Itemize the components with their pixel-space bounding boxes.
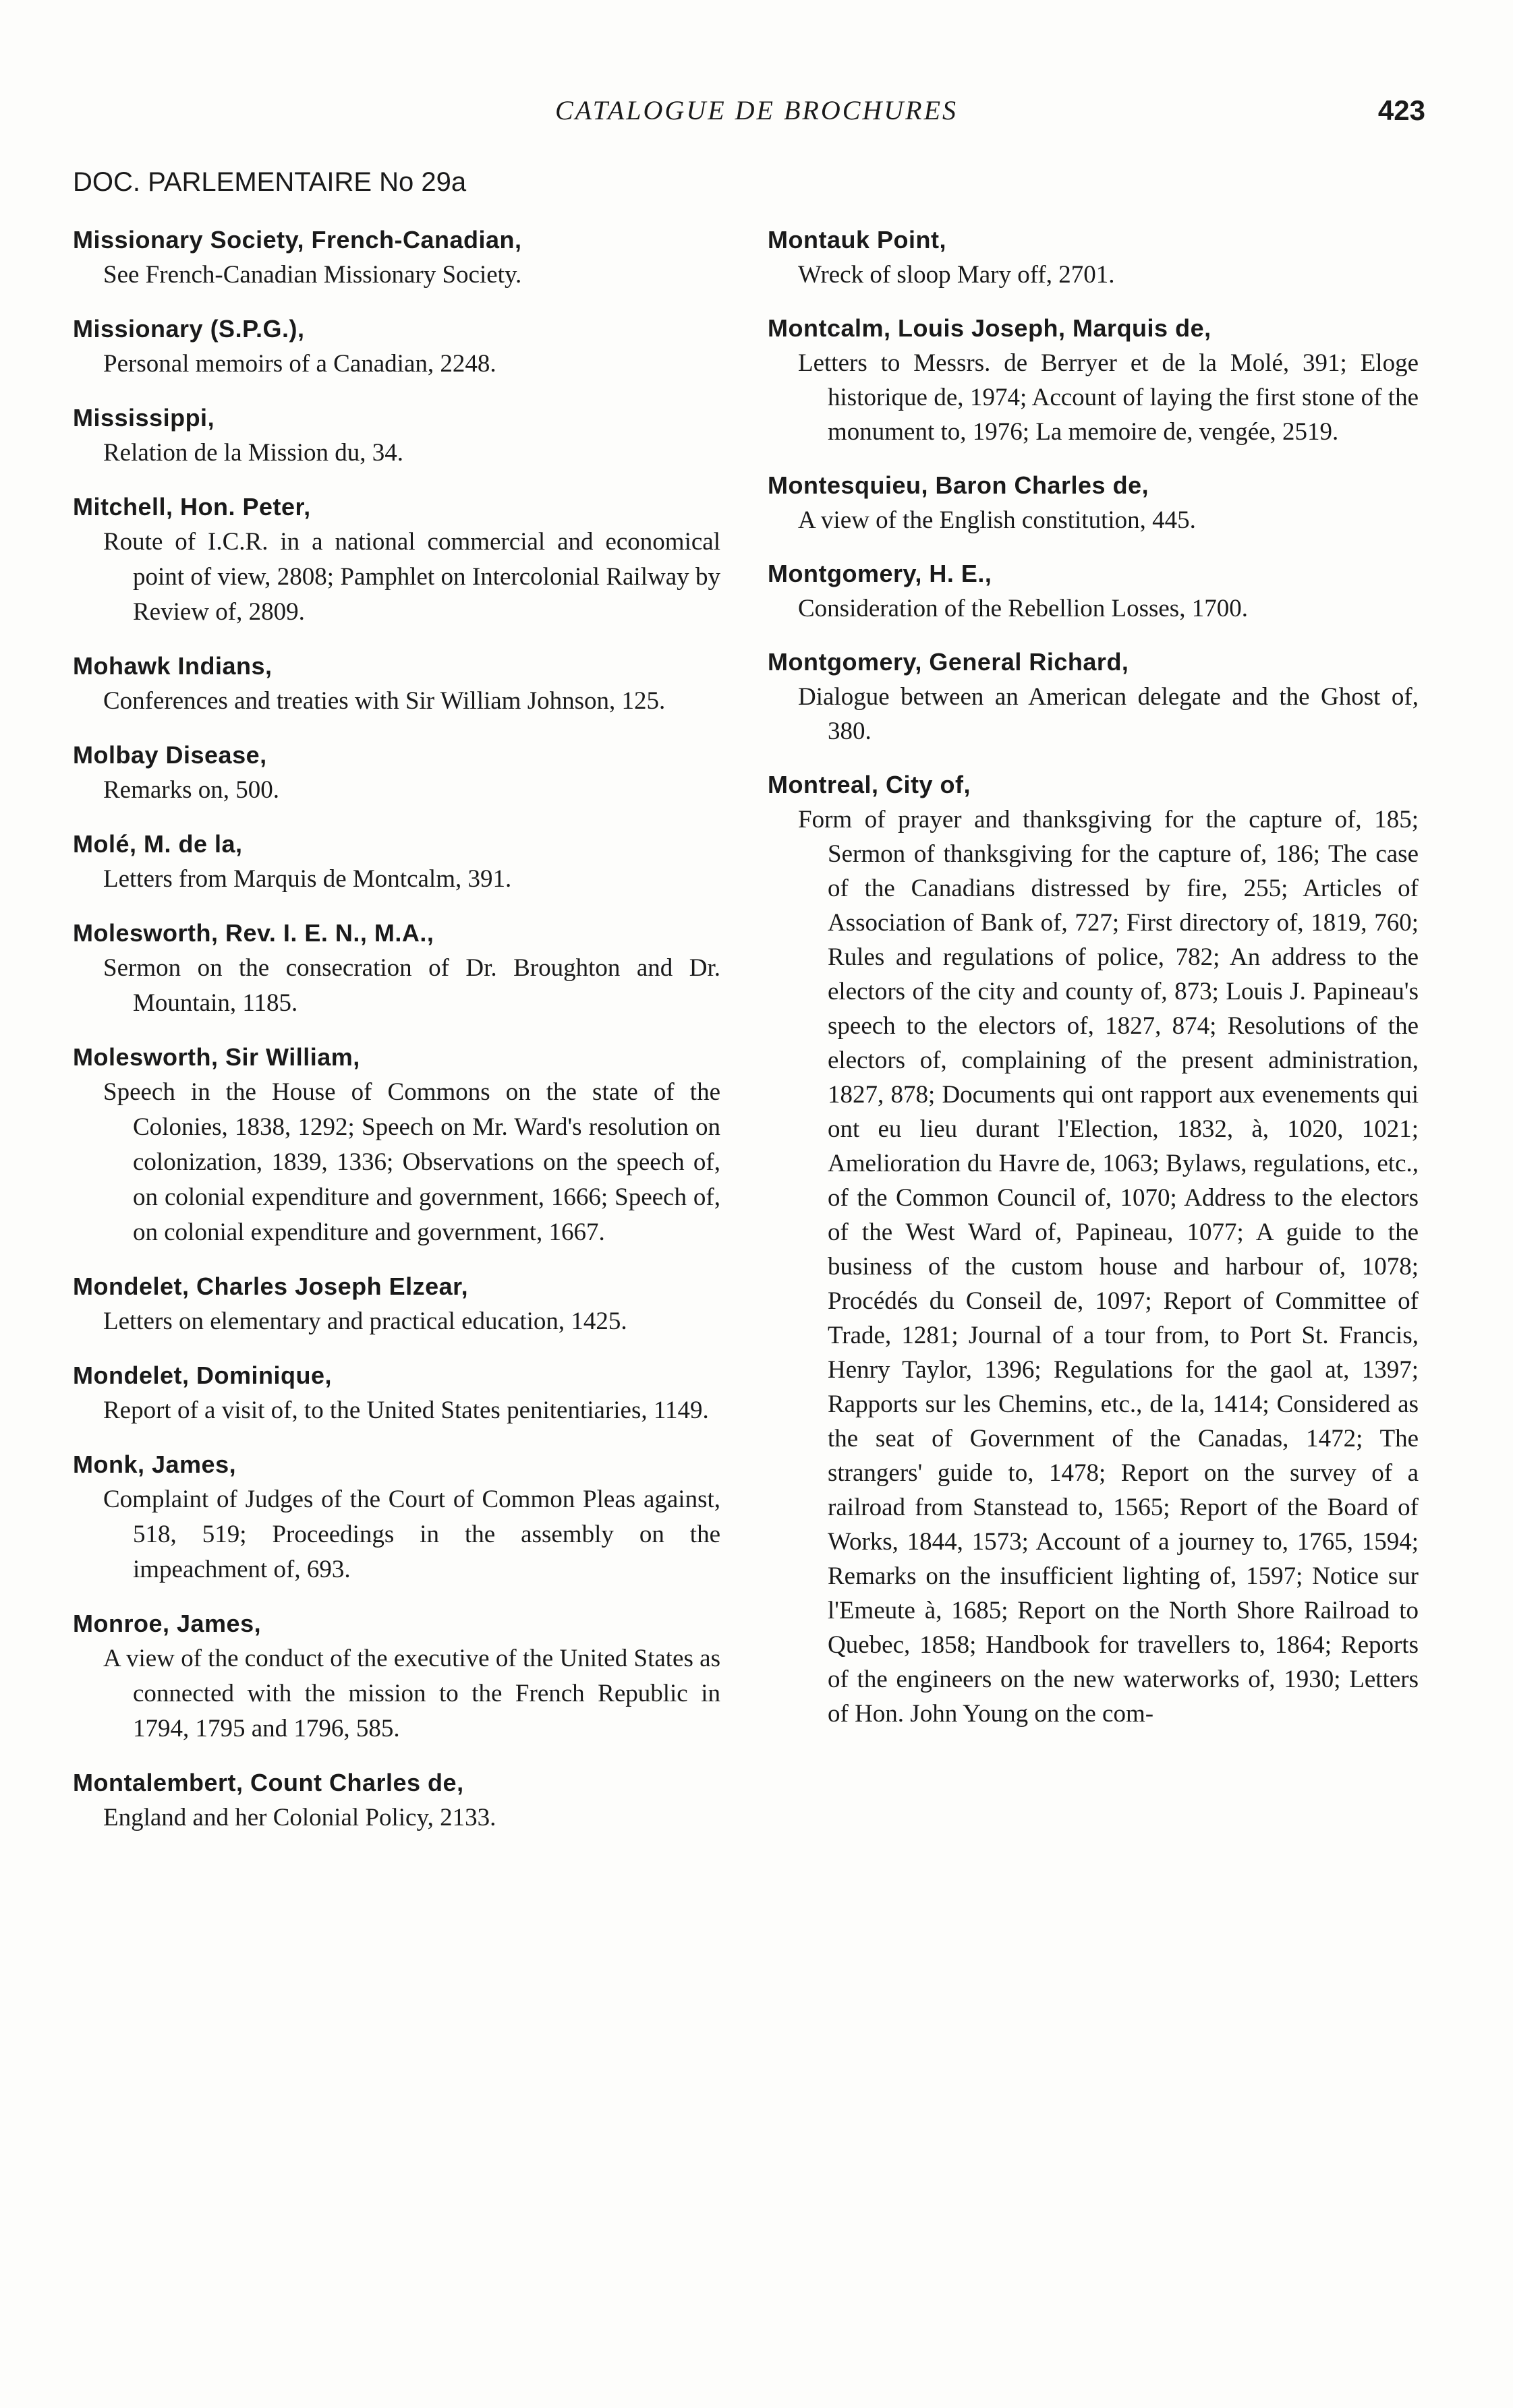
entry-heading: Missionary (S.P.G.), — [73, 315, 305, 343]
entry-heading: Mondelet, Charles Joseph Elzear, — [73, 1272, 469, 1300]
entry-heading: Montcalm, Louis Joseph, Marquis de, — [768, 314, 1211, 342]
catalogue-entry — [73, 1606, 720, 1746]
catalogue-entry — [73, 223, 720, 293]
entry-text: See French-Canadian Missionary Society. — [103, 261, 522, 289]
catalogue-entry — [73, 1358, 720, 1428]
entry-text: Complaint of Judges of the Court of Common Pleas against, 518, 519; Proceedings in the assembly on the impeachment of, 693. — [103, 1486, 720, 1583]
catalogue-entry — [73, 916, 720, 1021]
entry-heading: Montreal, City of, — [768, 771, 971, 798]
entry-heading: Mitchell, Hon. Peter, — [73, 493, 311, 521]
entry-text: Speech in the House of Commons on the state of the Colonies, 1838, 1292; Speech on Mr. Ward's resolution on colonization, 1839, 1336; Observations on the speech of, on colonial expenditure and government, 1666; Speech of, on colonial expenditure and government, 1667. — [103, 1078, 720, 1246]
document-reference: DOC. PARLEMENTAIRE No 29a — [73, 167, 467, 197]
entry-text: Sermon on the consecration of Dr. Broughton and Dr. Mountain, 1185. — [103, 954, 720, 1017]
entry-text: Report of a visit of, to the United States penitentiaries, 1149. — [103, 1397, 709, 1424]
catalogue-entry — [768, 767, 1419, 1731]
entry-heading: Mohawk Indians, — [73, 652, 273, 680]
entry-heading: Molesworth, Sir William, — [73, 1043, 360, 1071]
entry-text: Conferences and treaties with Sir William Johnson, 125. — [103, 687, 666, 715]
catalogue-entry — [73, 649, 720, 719]
entry-text: England and her Colonial Policy, 2133. — [103, 1804, 496, 1831]
entry-heading: Montgomery, H. E., — [768, 560, 992, 587]
entry-heading: Montgomery, General Richard, — [768, 648, 1129, 676]
entry-heading: Montauk Point, — [768, 226, 946, 254]
entry-text: Remarks on, 500. — [103, 776, 280, 804]
entry-text: Dialogue between an American delegate and the Ghost of, 380. — [798, 683, 1419, 745]
catalogue-entry — [73, 1269, 720, 1339]
entry-heading: Montesquieu, Baron Charles de, — [768, 471, 1149, 499]
entry-heading: Montalembert, Count Charles de, — [73, 1769, 464, 1796]
left-column — [73, 223, 720, 1854]
entry-text: A view of the English constitution, 445. — [798, 506, 1196, 534]
entry-text: Letters to Messrs. de Berryer et de la Molé, 391; Eloge historique de, 1974; Account of laying the first stone of the monument to, 1976; La memoire de, vengée, 2519. — [798, 349, 1419, 446]
entry-text: Relation de la Mission du, 34. — [103, 439, 403, 467]
right-column — [768, 223, 1419, 1750]
catalogue-entry — [73, 738, 720, 808]
catalogue-entry — [768, 223, 1419, 292]
entry-heading: Missionary Society, French-Canadian, — [73, 226, 522, 254]
entry-heading: Mondelet, Dominique, — [73, 1361, 332, 1389]
entry-text: A view of the conduct of the executive of the United States as connected with the mission to the French Republic in 1794, 1795 and 1796, 585. — [103, 1645, 720, 1742]
catalogue-entry — [73, 1040, 720, 1250]
catalogue-entry — [73, 827, 720, 897]
entry-text: Form of prayer and thanksgiving for the capture of, 185; Sermon of thanksgiving for the capture of, 186; The case of the Canadians distressed by fire, 255; Articles of Association of Bank of, 727; First directory of, 1819, 760; Rules and regulations of police, 782; An address to the electors of the city and county of, 873; Louis J. Papineau's speech to the electors of, 1827, 874; Resolutions of the electors of, complaining of the present administration, 1827, 878; Documents qui ont rapport aux evenements qui ont eu lieu durant l'Election, 1832, à, 1020, 1021; Amelioration du Havre de, 1063; Bylaws, regulations, etc., of the Common Council of, 1070; Address to the electors of the West Ward of, Papineau, 1077; A guide to the business of the custom house and harbour of, 1078; Procédés du Conseil de, 1097; Report of Committee of Trade, 1281; Journal of a tour from, to Port St. Francis, Henry Taylor, 1396; Regulations for the gaol at, 1397; Rapports sur les Chemins, etc., de la, 1414; Considered as the seat of Government of the Canadas, 1472; The strangers' guide to, 1478; Report on the survey of a railroad from Stanstead to, 1565; Report of the Board of Works, 1844, 1573; Account of a journey to, 1765, 1594; Remarks on the insufficient lighting of, 1597; Notice sur l'Emeute à, 1685; Report on the North Shore Railroad to Quebec, 1858; Handbook for travellers to, 1864; Reports of the engineers on the new waterworks of, 1930; Letters of Hon. John Young on the com- — [798, 806, 1419, 1728]
catalogue-entry — [768, 311, 1419, 449]
entry-text: Letters on elementary and practical education, 1425. — [103, 1308, 627, 1335]
entry-heading: Molbay Disease, — [73, 741, 267, 769]
entry-heading: Molé, M. de la, — [73, 830, 243, 858]
catalogue-entry — [768, 645, 1419, 748]
catalogue-entry — [73, 401, 720, 471]
entry-heading: Monroe, James, — [73, 1610, 262, 1637]
catalogue-entry — [73, 312, 720, 382]
catalogue-entry — [73, 1765, 720, 1836]
catalogue-entry — [73, 1447, 720, 1587]
catalogue-entry — [768, 468, 1419, 537]
entry-heading: Monk, James, — [73, 1450, 237, 1478]
entry-text: Wreck of sloop Mary off, 2701. — [798, 261, 1115, 289]
page-number: 423 — [1377, 94, 1425, 126]
running-title: CATALOGUE DE BROCHURES — [554, 95, 959, 125]
entry-text: Route of I.C.R. in a national commercial and economical point of view, 2808; Pamphlet on Intercolonial Railway by Review of, 2809. — [103, 528, 720, 626]
entry-heading: Mississippi, — [73, 404, 215, 432]
catalogue-entry — [768, 556, 1419, 626]
entry-text: Consideration of the Rebellion Losses, 1700. — [798, 595, 1248, 622]
entry-text: Letters from Marquis de Montcalm, 391. — [103, 865, 512, 893]
entry-text: Personal memoirs of a Canadian, 2248. — [103, 350, 496, 378]
catalogue-entry — [73, 490, 720, 630]
entry-heading: Molesworth, Rev. I. E. N., M.A., — [73, 919, 434, 947]
